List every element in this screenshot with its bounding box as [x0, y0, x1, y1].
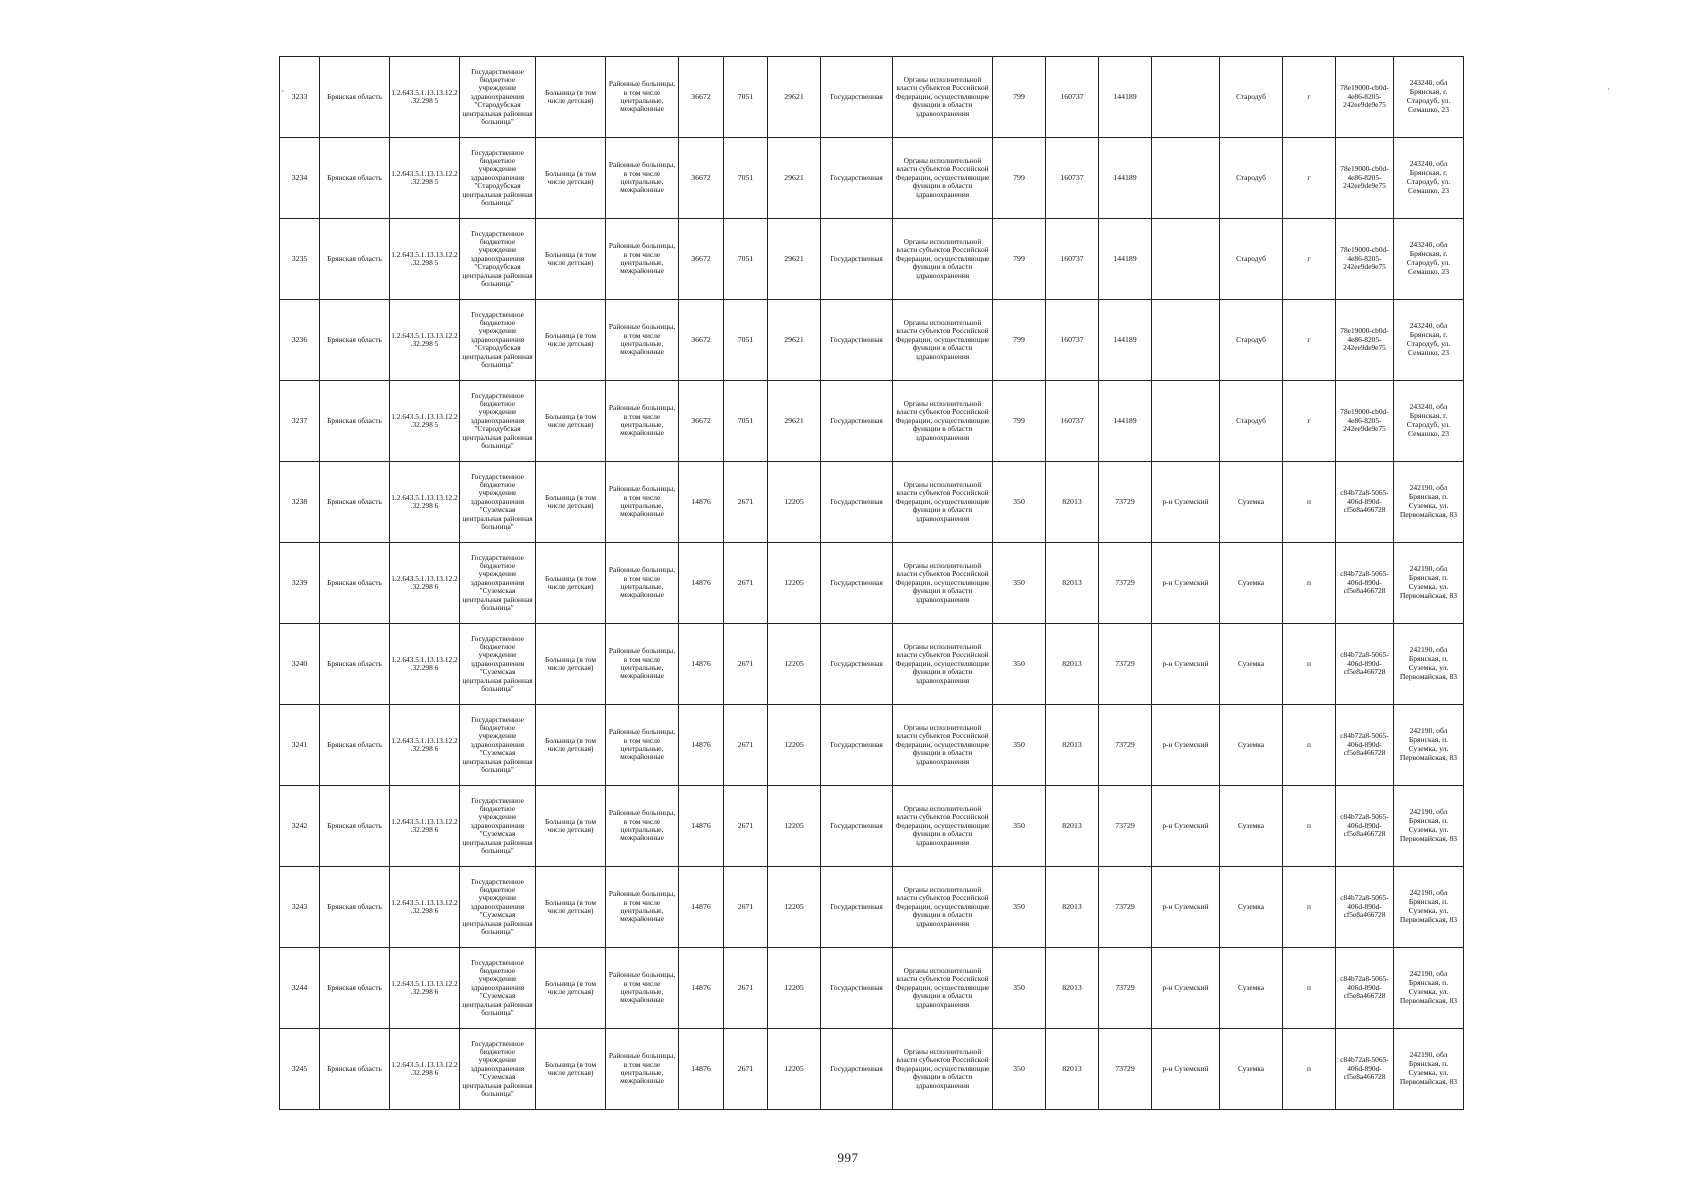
cell-region: Брянская область	[320, 462, 390, 543]
cell-ownership-form: Государственная	[821, 219, 893, 300]
cell-settlement-type: г	[1283, 219, 1336, 300]
cell-registry-code: 1.2.643.5.1.13.13.12.2.32.298 6	[390, 543, 460, 624]
cell-facility-type: Больница (в том числе детская)	[536, 57, 606, 138]
cell-fias-guid: c84b72a8-5065-406d-890d-cf5e8a466728	[1336, 867, 1394, 948]
cell-district: р-н Суземский	[1152, 705, 1220, 786]
cell-settlement: Стародуб	[1220, 381, 1283, 462]
cell-settlement-type: п	[1283, 705, 1336, 786]
cell-value-a: 2671	[724, 786, 768, 867]
cell-value-a: 7051	[724, 300, 768, 381]
cell-settlement-type: п	[1283, 1029, 1336, 1110]
cell-settlement-type: г	[1283, 300, 1336, 381]
cell-settlement: Суземка	[1220, 948, 1283, 1029]
cell-value-total: 14876	[679, 786, 724, 867]
cell-value-total: 14876	[679, 867, 724, 948]
page-number: 997	[837, 1150, 859, 1165]
cell-district: р-н Суземский	[1152, 543, 1220, 624]
cell-count-1: 799	[993, 219, 1046, 300]
cell-organization-name: Государственное бюджетное учреждение здравоохранения "Суземская центральная районная больница"	[460, 948, 536, 1029]
cell-value-total: 36672	[679, 219, 724, 300]
cell-settlement: Суземка	[1220, 705, 1283, 786]
cell-facility-type: Больница (в том числе детская)	[536, 300, 606, 381]
cell-value-a: 7051	[724, 219, 768, 300]
cell-settlement: Стародуб	[1220, 300, 1283, 381]
cell-settlement-type: г	[1283, 381, 1336, 462]
cell-district: р-н Суземский	[1152, 786, 1220, 867]
cell-address: 242190, обл Брянская, п. Суземка, ул. Первомайская, 83	[1394, 462, 1464, 543]
cell-address: 242190, обл Брянская, п. Суземка, ул. Первомайская, 83	[1394, 543, 1464, 624]
cell-authority: Органы исполнительной власти субъектов Российской Федерации, осуществляющие функции в области здравоохранения	[893, 300, 993, 381]
cell-organization-name: Государственное бюджетное учреждение здравоохранения "Суземская центральная районная больница"	[460, 1029, 536, 1110]
cell-count-2: 160737	[1046, 300, 1099, 381]
cell-value-total: 36672	[679, 381, 724, 462]
cell-count-3: 73729	[1099, 948, 1152, 1029]
cell-value-total: 14876	[679, 948, 724, 1029]
cell-count-2: 160737	[1046, 381, 1099, 462]
cell-address: 243240, обл Брянская, г. Стародуб, ул. Семашко, 23	[1394, 219, 1464, 300]
cell-row-number: 3234	[280, 138, 320, 219]
cell-registry-code: 1.2.643.5.1.13.13.12.2.32.298 5	[390, 381, 460, 462]
cell-ownership-form: Государственная	[821, 300, 893, 381]
cell-organization-name: Государственное бюджетное учреждение здравоохранения "Суземская центральная районная больница"	[460, 462, 536, 543]
cell-row-number: 3236	[280, 300, 320, 381]
cell-facility-kind: Районные больницы, в том числе центральные, межрайонные	[606, 219, 679, 300]
cell-value-b: 29621	[768, 219, 821, 300]
cell-registry-code: 1.2.643.5.1.13.13.12.2.32.298 6	[390, 624, 460, 705]
cell-row-number: 3243	[280, 867, 320, 948]
cell-registry-code: 1.2.643.5.1.13.13.12.2.32.298 6	[390, 786, 460, 867]
cell-count-1: 350	[993, 1029, 1046, 1110]
cell-value-total: 14876	[679, 1029, 724, 1110]
table-row	[280, 462, 1464, 543]
cell-count-2: 82013	[1046, 624, 1099, 705]
cell-district: р-н Суземский	[1152, 948, 1220, 1029]
table-row	[280, 219, 1464, 300]
table-row	[280, 705, 1464, 786]
cell-authority: Органы исполнительной власти субъектов Российской Федерации, осуществляющие функции в области здравоохранения	[893, 705, 993, 786]
cell-value-a: 2671	[724, 948, 768, 1029]
cell-ownership-form: Государственная	[821, 705, 893, 786]
cell-count-3: 73729	[1099, 1029, 1152, 1110]
cell-value-a: 2671	[724, 705, 768, 786]
cell-fias-guid: c84b72a8-5065-406d-890d-cf5e8a466728	[1336, 1029, 1394, 1110]
cell-ownership-form: Государственная	[821, 57, 893, 138]
table-row	[280, 786, 1464, 867]
cell-settlement: Суземка	[1220, 1029, 1283, 1110]
cell-ownership-form: Государственная	[821, 1029, 893, 1110]
cell-fias-guid: c84b72a8-5065-406d-890d-cf5e8a466728	[1336, 705, 1394, 786]
cell-count-2: 82013	[1046, 948, 1099, 1029]
scan-mark: ˋ	[281, 90, 285, 101]
cell-facility-kind: Районные больницы, в том числе центральные, межрайонные	[606, 705, 679, 786]
cell-fias-guid: 78e19000-cb0d-4e86-8205-242ee9de9e75	[1336, 57, 1394, 138]
cell-authority: Органы исполнительной власти субъектов Российской Федерации, осуществляющие функции в области здравоохранения	[893, 948, 993, 1029]
cell-region: Брянская область	[320, 219, 390, 300]
cell-value-b: 29621	[768, 381, 821, 462]
cell-settlement: Стародуб	[1220, 138, 1283, 219]
cell-facility-type: Больница (в том числе детская)	[536, 138, 606, 219]
cell-settlement: Стародуб	[1220, 57, 1283, 138]
cell-value-a: 2671	[724, 1029, 768, 1110]
cell-authority: Органы исполнительной власти субъектов Российской Федерации, осуществляющие функции в области здравоохранения	[893, 462, 993, 543]
cell-registry-code: 1.2.643.5.1.13.13.12.2.32.298 6	[390, 1029, 460, 1110]
cell-facility-kind: Районные больницы, в том числе центральные, межрайонные	[606, 138, 679, 219]
cell-district	[1152, 381, 1220, 462]
cell-ownership-form: Государственная	[821, 624, 893, 705]
cell-fias-guid: 78e19000-cb0d-4e86-8205-242ee9de9e75	[1336, 219, 1394, 300]
cell-settlement-type: г	[1283, 57, 1336, 138]
cell-value-b: 29621	[768, 300, 821, 381]
cell-district: р-н Суземский	[1152, 1029, 1220, 1110]
cell-facility-type: Больница (в том числе детская)	[536, 624, 606, 705]
cell-address: 242190, обл Брянская, п. Суземка, ул. Первомайская, 83	[1394, 624, 1464, 705]
cell-row-number: 3239	[280, 543, 320, 624]
cell-fias-guid: c84b72a8-5065-406d-890d-cf5e8a466728	[1336, 786, 1394, 867]
cell-region: Брянская область	[320, 138, 390, 219]
cell-value-a: 7051	[724, 138, 768, 219]
cell-address: 242190, обл Брянская, п. Суземка, ул. Первомайская, 83	[1394, 948, 1464, 1029]
cell-region: Брянская область	[320, 57, 390, 138]
cell-settlement-type: г	[1283, 138, 1336, 219]
cell-fias-guid: c84b72a8-5065-406d-890d-cf5e8a466728	[1336, 624, 1394, 705]
cell-organization-name: Государственное бюджетное учреждение здравоохранения "Суземская центральная районная больница"	[460, 543, 536, 624]
cell-count-3: 144189	[1099, 381, 1152, 462]
cell-settlement-type: п	[1283, 624, 1336, 705]
cell-region: Брянская область	[320, 300, 390, 381]
cell-fias-guid: 78e19000-cb0d-4e86-8205-242ee9de9e75	[1336, 300, 1394, 381]
cell-registry-code: 1.2.643.5.1.13.13.12.2.32.298 5	[390, 300, 460, 381]
cell-count-2: 82013	[1046, 786, 1099, 867]
cell-count-3: 73729	[1099, 462, 1152, 543]
cell-ownership-form: Государственная	[821, 381, 893, 462]
cell-authority: Органы исполнительной власти субъектов Российской Федерации, осуществляющие функции в области здравоохранения	[893, 867, 993, 948]
table-row	[280, 138, 1464, 219]
cell-count-1: 350	[993, 786, 1046, 867]
cell-value-total: 36672	[679, 57, 724, 138]
cell-region: Брянская область	[320, 867, 390, 948]
cell-count-2: 82013	[1046, 867, 1099, 948]
cell-ownership-form: Государственная	[821, 543, 893, 624]
cell-facility-kind: Районные больницы, в том числе центральные, межрайонные	[606, 543, 679, 624]
cell-count-3: 73729	[1099, 705, 1152, 786]
cell-count-3: 144189	[1099, 300, 1152, 381]
cell-ownership-form: Государственная	[821, 462, 893, 543]
cell-district: р-н Суземский	[1152, 462, 1220, 543]
cell-authority: Органы исполнительной власти субъектов Российской Федерации, осуществляющие функции в области здравоохранения	[893, 543, 993, 624]
cell-facility-type: Больница (в том числе детская)	[536, 867, 606, 948]
cell-count-2: 160737	[1046, 57, 1099, 138]
cell-district: р-н Суземский	[1152, 867, 1220, 948]
cell-value-total: 36672	[679, 300, 724, 381]
table-row	[280, 381, 1464, 462]
registry-table	[279, 56, 1464, 1110]
cell-value-b: 29621	[768, 138, 821, 219]
cell-count-1: 799	[993, 138, 1046, 219]
cell-settlement-type: п	[1283, 948, 1336, 1029]
cell-value-total: 36672	[679, 138, 724, 219]
cell-row-number: 3242	[280, 786, 320, 867]
cell-district	[1152, 219, 1220, 300]
cell-value-b: 29621	[768, 57, 821, 138]
cell-fias-guid: c84b72a8-5065-406d-890d-cf5e8a466728	[1336, 948, 1394, 1029]
cell-settlement-type: п	[1283, 543, 1336, 624]
cell-address: 242190, обл Брянская, п. Суземка, ул. Первомайская, 83	[1394, 786, 1464, 867]
cell-count-3: 73729	[1099, 543, 1152, 624]
cell-value-a: 2671	[724, 867, 768, 948]
cell-settlement: Суземка	[1220, 462, 1283, 543]
cell-row-number: 3233	[280, 57, 320, 138]
cell-count-2: 160737	[1046, 138, 1099, 219]
table-row	[280, 624, 1464, 705]
table-row	[280, 948, 1464, 1029]
table-row	[280, 57, 1464, 138]
cell-count-2: 82013	[1046, 1029, 1099, 1110]
table-row	[280, 300, 1464, 381]
cell-organization-name: Государственное бюджетное учреждение здравоохранения "Суземская центральная районная больница"	[460, 786, 536, 867]
cell-organization-name: Государственное бюджетное учреждение здравоохранения "Суземская центральная районная больница"	[460, 624, 536, 705]
cell-address: 243240, обл Брянская, г. Стародуб, ул. Семашко, 23	[1394, 138, 1464, 219]
cell-value-total: 14876	[679, 624, 724, 705]
cell-row-number: 3241	[280, 705, 320, 786]
cell-value-b: 12205	[768, 867, 821, 948]
cell-facility-kind: Районные больницы, в том числе центральные, межрайонные	[606, 381, 679, 462]
cell-value-a: 2671	[724, 624, 768, 705]
cell-registry-code: 1.2.643.5.1.13.13.12.2.32.298 6	[390, 948, 460, 1029]
cell-address: 243240, обл Брянская, г. Стародуб, ул. Семашко, 23	[1394, 381, 1464, 462]
cell-value-a: 2671	[724, 543, 768, 624]
table-row	[280, 867, 1464, 948]
cell-count-1: 350	[993, 867, 1046, 948]
cell-count-1: 350	[993, 948, 1046, 1029]
cell-count-1: 350	[993, 462, 1046, 543]
cell-facility-kind: Районные больницы, в том числе центральные, межрайонные	[606, 624, 679, 705]
cell-row-number: 3244	[280, 948, 320, 1029]
cell-count-3: 73729	[1099, 786, 1152, 867]
cell-value-b: 12205	[768, 1029, 821, 1110]
cell-settlement: Суземка	[1220, 543, 1283, 624]
cell-fias-guid: 78e19000-cb0d-4e86-8205-242ee9de9e75	[1336, 138, 1394, 219]
cell-district	[1152, 57, 1220, 138]
cell-fias-guid: c84b72a8-5065-406d-890d-cf5e8a466728	[1336, 543, 1394, 624]
cell-value-b: 12205	[768, 624, 821, 705]
cell-registry-code: 1.2.643.5.1.13.13.12.2.32.298 5	[390, 57, 460, 138]
cell-value-a: 7051	[724, 381, 768, 462]
cell-region: Брянская область	[320, 1029, 390, 1110]
cell-organization-name: Государственное бюджетное учреждение здравоохранения "Суземская центральная районная больница"	[460, 867, 536, 948]
cell-value-a: 7051	[724, 57, 768, 138]
cell-value-a: 2671	[724, 462, 768, 543]
cell-registry-code: 1.2.643.5.1.13.13.12.2.32.298 6	[390, 867, 460, 948]
cell-ownership-form: Государственная	[821, 948, 893, 1029]
cell-row-number: 3235	[280, 219, 320, 300]
cell-count-1: 799	[993, 300, 1046, 381]
cell-organization-name: Государственное бюджетное учреждение здравоохранения "Стародубская центральная районная больница"	[460, 381, 536, 462]
cell-registry-code: 1.2.643.5.1.13.13.12.2.32.298 5	[390, 219, 460, 300]
cell-facility-type: Больница (в том числе детская)	[536, 381, 606, 462]
cell-facility-type: Больница (в том числе детская)	[536, 219, 606, 300]
cell-region: Брянская область	[320, 786, 390, 867]
cell-value-b: 12205	[768, 462, 821, 543]
cell-row-number: 3240	[280, 624, 320, 705]
cell-facility-type: Больница (в том числе детская)	[536, 705, 606, 786]
cell-settlement-type: п	[1283, 462, 1336, 543]
cell-authority: Органы исполнительной власти субъектов Российской Федерации, осуществляющие функции в области здравоохранения	[893, 1029, 993, 1110]
cell-settlement: Суземка	[1220, 867, 1283, 948]
cell-region: Брянская область	[320, 624, 390, 705]
cell-count-3: 144189	[1099, 57, 1152, 138]
cell-authority: Органы исполнительной власти субъектов Российской Федерации, осуществляющие функции в области здравоохранения	[893, 786, 993, 867]
cell-authority: Органы исполнительной власти субъектов Российской Федерации, осуществляющие функции в области здравоохранения	[893, 138, 993, 219]
cell-value-total: 14876	[679, 543, 724, 624]
cell-address: 242190, обл Брянская, п. Суземка, ул. Первомайская, 83	[1394, 1029, 1464, 1110]
cell-count-3: 73729	[1099, 867, 1152, 948]
cell-facility-type: Больница (в том числе детская)	[536, 462, 606, 543]
table-row	[280, 543, 1464, 624]
cell-organization-name: Государственное бюджетное учреждение здравоохранения "Стародубская центральная районная больница"	[460, 219, 536, 300]
cell-region: Брянская область	[320, 543, 390, 624]
cell-region: Брянская область	[320, 381, 390, 462]
cell-district: р-н Суземский	[1152, 624, 1220, 705]
cell-count-3: 73729	[1099, 624, 1152, 705]
cell-fias-guid: c84b72a8-5065-406d-890d-cf5e8a466728	[1336, 462, 1394, 543]
table-body	[280, 57, 1464, 1110]
cell-authority: Органы исполнительной власти субъектов Российской Федерации, осуществляющие функции в области здравоохранения	[893, 57, 993, 138]
cell-registry-code: 1.2.643.5.1.13.13.12.2.32.298 6	[390, 462, 460, 543]
cell-facility-type: Больница (в том числе детская)	[536, 543, 606, 624]
cell-facility-kind: Районные больницы, в том числе центральные, межрайонные	[606, 462, 679, 543]
cell-count-2: 82013	[1046, 705, 1099, 786]
scan-mark: ˋ	[1607, 88, 1611, 99]
cell-facility-type: Больница (в том числе детская)	[536, 786, 606, 867]
cell-authority: Органы исполнительной власти субъектов Российской Федерации, осуществляющие функции в области здравоохранения	[893, 219, 993, 300]
cell-organization-name: Государственное бюджетное учреждение здравоохранения "Стародубская центральная районная больница"	[460, 57, 536, 138]
cell-fias-guid: 78e19000-cb0d-4e86-8205-242ee9de9e75	[1336, 381, 1394, 462]
cell-settlement: Стародуб	[1220, 219, 1283, 300]
cell-settlement-type: п	[1283, 786, 1336, 867]
cell-address: 242190, обл Брянская, п. Суземка, ул. Первомайская, 83	[1394, 705, 1464, 786]
cell-district	[1152, 300, 1220, 381]
cell-value-b: 12205	[768, 948, 821, 1029]
cell-count-2: 82013	[1046, 543, 1099, 624]
cell-facility-kind: Районные больницы, в том числе центральные, межрайонные	[606, 948, 679, 1029]
cell-region: Брянская область	[320, 705, 390, 786]
cell-count-3: 144189	[1099, 138, 1152, 219]
cell-row-number: 3237	[280, 381, 320, 462]
cell-value-total: 14876	[679, 705, 724, 786]
cell-settlement: Суземка	[1220, 786, 1283, 867]
cell-facility-type: Больница (в том числе детская)	[536, 1029, 606, 1110]
cell-row-number: 3238	[280, 462, 320, 543]
cell-district	[1152, 138, 1220, 219]
cell-authority: Органы исполнительной власти субъектов Российской Федерации, осуществляющие функции в области здравоохранения	[893, 624, 993, 705]
cell-value-b: 12205	[768, 786, 821, 867]
cell-value-b: 12205	[768, 543, 821, 624]
cell-facility-kind: Районные больницы, в том числе центральные, межрайонные	[606, 1029, 679, 1110]
cell-count-1: 350	[993, 624, 1046, 705]
cell-count-1: 350	[993, 705, 1046, 786]
cell-settlement: Суземка	[1220, 624, 1283, 705]
cell-organization-name: Государственное бюджетное учреждение здравоохранения "Стародубская центральная районная больница"	[460, 300, 536, 381]
cell-count-3: 144189	[1099, 219, 1152, 300]
cell-region: Брянская область	[320, 948, 390, 1029]
cell-ownership-form: Государственная	[821, 867, 893, 948]
cell-facility-kind: Районные больницы, в том числе центральные, межрайонные	[606, 786, 679, 867]
cell-count-1: 799	[993, 57, 1046, 138]
cell-organization-name: Государственное бюджетное учреждение здравоохранения "Стародубская центральная районная больница"	[460, 138, 536, 219]
cell-ownership-form: Государственная	[821, 138, 893, 219]
cell-organization-name: Государственное бюджетное учреждение здравоохранения "Суземская центральная районная больница"	[460, 705, 536, 786]
table-row	[280, 1029, 1464, 1110]
cell-facility-kind: Районные больницы, в том числе центральные, межрайонные	[606, 57, 679, 138]
cell-ownership-form: Государственная	[821, 786, 893, 867]
cell-count-1: 799	[993, 381, 1046, 462]
cell-settlement-type: п	[1283, 867, 1336, 948]
cell-value-total: 14876	[679, 462, 724, 543]
cell-row-number: 3245	[280, 1029, 320, 1110]
cell-count-2: 160737	[1046, 219, 1099, 300]
cell-address: 243240, обл Брянская, г. Стародуб, ул. Семашко, 23	[1394, 57, 1464, 138]
cell-count-2: 82013	[1046, 462, 1099, 543]
cell-value-b: 12205	[768, 705, 821, 786]
cell-count-1: 350	[993, 543, 1046, 624]
cell-registry-code: 1.2.643.5.1.13.13.12.2.32.298 5	[390, 138, 460, 219]
cell-facility-kind: Районные больницы, в том числе центральные, межрайонные	[606, 867, 679, 948]
cell-address: 242190, обл Брянская, п. Суземка, ул. Первомайская, 83	[1394, 867, 1464, 948]
cell-address: 243240, обл Брянская, г. Стародуб, ул. Семашко, 23	[1394, 300, 1464, 381]
cell-facility-kind: Районные больницы, в том числе центральные, межрайонные	[606, 300, 679, 381]
cell-facility-type: Больница (в том числе детская)	[536, 948, 606, 1029]
cell-registry-code: 1.2.643.5.1.13.13.12.2.32.298 6	[390, 705, 460, 786]
cell-authority: Органы исполнительной власти субъектов Российской Федерации, осуществляющие функции в области здравоохранения	[893, 381, 993, 462]
